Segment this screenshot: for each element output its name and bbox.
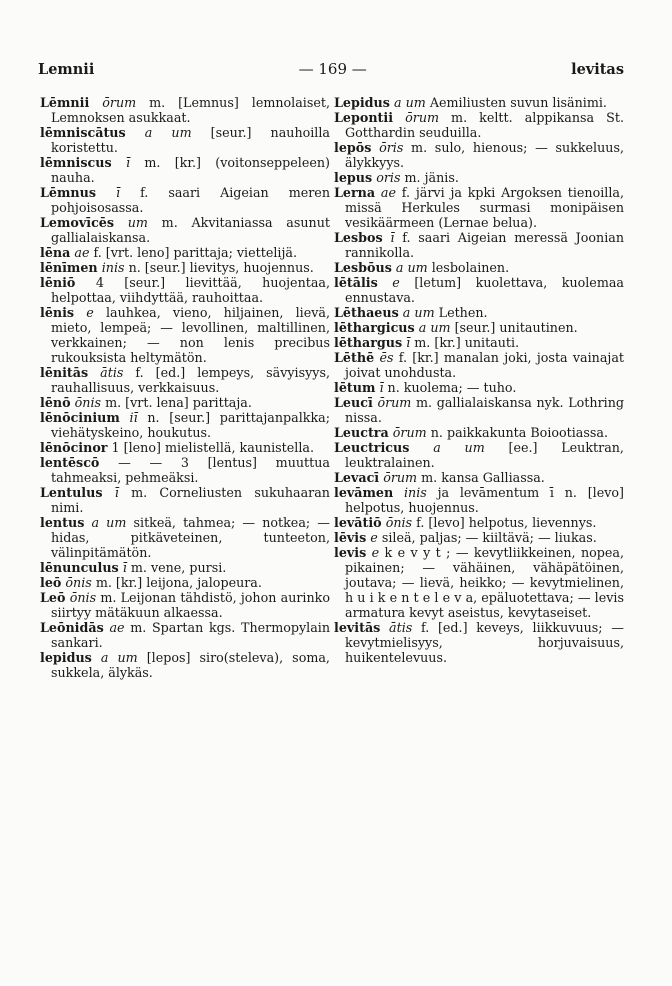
- entry-lemma: Lerna: [334, 185, 376, 200]
- dictionary-entry: [40, 485, 330, 515]
- entry-grammar: a um: [91, 515, 127, 530]
- entry-definition: m. Corneliusten sukuhaaran nimi.: [51, 485, 330, 515]
- entry-lemma: Leōnidās: [40, 620, 104, 635]
- entry-grammar: ī: [390, 230, 395, 245]
- entry-definition: sileä, paljas; — kiiltävä; — liukas.: [377, 530, 597, 545]
- entry-grammar: ōnis: [385, 515, 413, 530]
- entry-lemma: lētālis: [334, 275, 378, 290]
- dictionary-entry: [334, 335, 624, 350]
- entry-grammar: ī: [122, 560, 127, 575]
- dictionary-entry: [40, 305, 330, 365]
- dictionary-entry: [40, 440, 330, 455]
- entry-grammar: ī: [379, 380, 384, 395]
- dictionary-entry: [334, 620, 624, 665]
- entry-definition: f. [vrt. leno] parittaja; viettelijä.: [89, 245, 297, 260]
- entry-grammar: ae: [380, 185, 396, 200]
- dictionary-entry: [334, 305, 624, 320]
- entry-grammar: a um: [393, 95, 426, 110]
- entry-lemma: lēnis: [40, 305, 75, 320]
- entry-definition: lauhkea, vieno, hiljainen, lievä, mieto, lempeä; — levollinen, maltillinen, verkkainen; — non lenis precibus rukouksista heltymätön.: [51, 305, 330, 365]
- entry-grammar: ātis: [100, 365, 124, 380]
- dictionary-entry: [40, 275, 330, 305]
- entry-lemma: levātiō: [334, 515, 382, 530]
- entry-grammar: a um: [418, 320, 451, 335]
- entry-definition: m. [Lemnus] lemnolaiset, Lemnoksen asukkaat.: [51, 95, 330, 125]
- entry-lemma: lepus: [334, 170, 373, 185]
- entry-lemma: Levacī: [334, 470, 380, 485]
- entry-lemma: lēnunculus: [40, 560, 119, 575]
- entry-definition: f. saari Aigeian meressä Joonian rannikolla.: [345, 230, 624, 260]
- entry-lemma: levāmen: [334, 485, 394, 500]
- entry-grammar: ōris: [379, 140, 404, 155]
- entry-definition: m. vene, pursi.: [126, 560, 227, 575]
- entry-lemma: Leō: [40, 590, 66, 605]
- entry-definition: k e v y t ; — kevytliikkeinen, nopea, pikainen; — vähäinen, vähäpätöinen, joutava; — lievä, heikko; — kevytmielinen, h u i k e n t e l e v a, epäluotettava; — levis armatura kevyt aseistus, kevytaseiset.: [345, 545, 624, 620]
- entry-definition: f. [ed.] keveys, liikkuvuus; — kevytmielisyys, horjuvaisuus, huikentelevuus.: [345, 620, 624, 665]
- entry-grammar: a um: [433, 440, 485, 455]
- entry-lemma: leō: [40, 575, 62, 590]
- entry-grammar: ōrum: [102, 95, 137, 110]
- entry-lemma: lēthargicus: [334, 320, 415, 335]
- dictionary-entry: [40, 620, 330, 650]
- dictionary-entry: [40, 515, 330, 560]
- entry-lemma: Lesbōus: [334, 260, 392, 275]
- dictionary-entry: [334, 515, 624, 530]
- entry-definition: m. gallialaiskansa nyk. Lothring nissa.: [345, 395, 624, 425]
- entry-grammar: um: [127, 215, 148, 230]
- entry-definition: n. [seur.] parittajanpalkka; viehätyskeino, houkutus.: [51, 410, 330, 440]
- entry-definition: m. Akvitaniassa asunut gallialaiskansa.: [51, 215, 330, 245]
- dictionary-entry: [40, 260, 330, 275]
- entry-definition: — — 3 [lentus] muuttua tahmeaksi, pehmeäksi.: [51, 455, 330, 485]
- dictionary-entry: [40, 95, 330, 125]
- entry-grammar: iī: [129, 410, 138, 425]
- entry-lemma: lētum: [334, 380, 376, 395]
- entry-lemma: lentus: [40, 515, 85, 530]
- entry-definition: m. jänis.: [400, 170, 459, 185]
- entry-lemma: lentēscō: [40, 455, 100, 470]
- entry-definition: m. Leijonan tähdistö, johon aurinko siirtyy mätäkuun alkaessa.: [51, 590, 330, 620]
- entry-grammar: inis: [404, 485, 427, 500]
- entry-grammar: ōnis: [74, 395, 102, 410]
- dictionary-entry: [334, 425, 624, 440]
- entry-definition: Lethen.: [434, 305, 488, 320]
- page-number: — 169 —: [298, 60, 367, 78]
- entry-definition: lesbolainen.: [427, 260, 510, 275]
- dictionary-entry: [40, 650, 330, 680]
- entry-grammar: ī: [114, 485, 119, 500]
- dictionary-entry: [334, 110, 624, 140]
- entry-grammar: e: [371, 545, 380, 560]
- entry-lemma: lēmniscus: [40, 155, 112, 170]
- entry-lemma: Leuctricus: [334, 440, 410, 455]
- dictionary-entry: [334, 470, 624, 485]
- dictionary-entry: [40, 590, 330, 620]
- entry-definition: m. kansa Galliassa.: [417, 470, 545, 485]
- entry-definition: [seur.] nauhoilla koristettu.: [51, 125, 330, 155]
- entry-grammar: ōrum: [377, 395, 412, 410]
- entry-lemma: Lemovīcēs: [40, 215, 115, 230]
- entry-lemma: lepōs: [334, 140, 372, 155]
- entry-lemma: lēnōcinor: [40, 440, 108, 455]
- entry-lemma: Lepidus: [334, 95, 390, 110]
- entry-lemma: lēnōcinium: [40, 410, 120, 425]
- dictionary-entry: [334, 485, 624, 515]
- dictionary-entry: [334, 545, 624, 620]
- entry-lemma: Lēmnus: [40, 185, 97, 200]
- dictionary-entry: [40, 125, 330, 155]
- entry-definition: 4 [seur.] lievittää, huojentaa, helpottaa, viihdyttää, rauhoittaa.: [51, 275, 330, 305]
- dictionary-entry: [334, 170, 624, 185]
- dictionary-entry: [40, 560, 330, 575]
- entry-definition: m. [kr.] unitauti.: [410, 335, 520, 350]
- entry-grammar: ae: [74, 245, 90, 260]
- entry-grammar: a um: [100, 650, 138, 665]
- entry-grammar: ēs: [379, 350, 394, 365]
- page-header: [38, 60, 624, 82]
- entry-lemma: Leucī: [334, 395, 373, 410]
- entry-lemma: lēvis: [334, 530, 367, 545]
- entry-grammar: a um: [144, 125, 192, 140]
- entry-lemma: lēniō: [40, 275, 76, 290]
- entry-lemma: levitās: [334, 620, 381, 635]
- dictionary-entry: [334, 320, 624, 335]
- dictionary-entry: [40, 185, 330, 215]
- entry-grammar: ōrum: [405, 110, 440, 125]
- entry-grammar: e: [370, 530, 378, 545]
- entry-definition: m. [vrt. lena] parittaja.: [101, 395, 252, 410]
- entry-definition: f. [ed.] lempeys, sävyisyys, rauhallisuus, verkkaisuus.: [51, 365, 330, 395]
- dictionary-columns: [40, 95, 624, 946]
- entry-grammar: ī: [406, 335, 411, 350]
- entry-lemma: lēmniscātus: [40, 125, 126, 140]
- dictionary-entry: [40, 395, 330, 410]
- dictionary-entry: [334, 380, 624, 395]
- entry-grammar: ī: [116, 185, 121, 200]
- entry-grammar: ātis: [389, 620, 413, 635]
- entry-grammar: ae: [109, 620, 125, 635]
- entry-grammar: ōnis: [65, 575, 92, 590]
- entry-lemma: Leuctra: [334, 425, 389, 440]
- entry-grammar: ōrum: [392, 425, 427, 440]
- entry-lemma: lepidus: [40, 650, 92, 665]
- entry-definition: n. [seur.] lievitys, huojennus.: [124, 260, 314, 275]
- entry-grammar: e: [86, 305, 94, 320]
- entry-definition: n. kuolema; — tuho.: [383, 380, 517, 395]
- dictionary-entry: [40, 410, 330, 440]
- dictionary-entry: [40, 155, 330, 185]
- entry-definition: n. paikkakunta Boiootiassa.: [426, 425, 608, 440]
- entry-definition: [lepos] siro(steleva), soma, sukkela, älykäs.: [51, 650, 330, 680]
- entry-grammar: ōnis: [69, 590, 97, 605]
- entry-lemma: Lesbos: [334, 230, 383, 245]
- entry-definition: m. sulo, hienous; — sukkeluus, älykkyys.: [345, 140, 624, 170]
- entry-grammar: ōrum: [383, 470, 418, 485]
- entry-definition: f. saari Aigeian meren pohjoisosassa.: [51, 185, 330, 215]
- entry-lemma: lēnō: [40, 395, 71, 410]
- dictionary-entry: [40, 575, 330, 590]
- dictionary-entry: [334, 95, 624, 110]
- entry-grammar: inis: [101, 260, 125, 275]
- entry-grammar: a um: [395, 260, 428, 275]
- dictionary-entry: [40, 215, 330, 245]
- dictionary-entry: [334, 275, 624, 305]
- left-running-headword: Lemnii: [38, 61, 95, 78]
- entry-definition: 1 [leno] mielistellä, kaunistella.: [107, 440, 315, 455]
- entry-definition: [seur.] unitautinen.: [450, 320, 578, 335]
- entry-lemma: Lentulus: [40, 485, 103, 500]
- dictionary-entry: [334, 530, 624, 545]
- entry-lemma: lēnitās: [40, 365, 89, 380]
- entry-definition: [letum] kuolettava, kuolemaa ennustava.: [345, 275, 624, 305]
- dictionary-entry: [334, 260, 624, 275]
- entry-definition: m. keltt. alppikansa St. Gotthardin seuduilla.: [345, 110, 624, 140]
- right-column: [334, 95, 624, 946]
- entry-definition: f. [kr.] manalan joki, josta vainajat joivat unohdusta.: [345, 350, 624, 380]
- entry-definition: sitkeä, tahmea; — notkea; — hidas, pitkäveteinen, tunteeton, välinpitämätön.: [51, 515, 330, 560]
- entry-lemma: levis: [334, 545, 367, 560]
- dictionary-entry: [40, 245, 330, 260]
- right-running-headword: levitas: [571, 61, 624, 78]
- entry-definition: [ee.] Leuktran, leuktralainen.: [345, 440, 624, 470]
- dictionary-entry: [334, 440, 624, 470]
- entry-grammar: oris: [376, 170, 401, 185]
- entry-grammar: ī: [125, 155, 130, 170]
- dictionary-entry: [334, 230, 624, 260]
- dictionary-entry: [334, 395, 624, 425]
- entry-lemma: lēnīmen: [40, 260, 98, 275]
- entry-lemma: Lepontii: [334, 110, 394, 125]
- dictionary-entry: [40, 455, 330, 485]
- entry-lemma: lēthargus: [334, 335, 403, 350]
- entry-grammar: e: [392, 275, 400, 290]
- entry-lemma: Lēthē: [334, 350, 375, 365]
- entry-definition: ja levāmentum ī n. [levo] helpotus, huojennus.: [345, 485, 624, 515]
- entry-definition: m. [kr.] (voitonseppeleen) nauha.: [51, 155, 330, 185]
- dictionary-entry: [40, 365, 330, 395]
- left-column: [40, 95, 330, 946]
- entry-lemma: Lēmnii: [40, 95, 90, 110]
- dictionary-entry: [334, 185, 624, 230]
- entry-definition: f. [levo] helpotus, lievennys.: [412, 515, 597, 530]
- entry-lemma: lēna: [40, 245, 71, 260]
- entry-definition: m. Spartan kgs. Thermopylain sankari.: [51, 620, 330, 650]
- dictionary-entry: [334, 140, 624, 170]
- entry-definition: Aemiliusten suvun lisänimi.: [425, 95, 607, 110]
- entry-lemma: Lēthaeus: [334, 305, 399, 320]
- dictionary-entry: [334, 350, 624, 380]
- entry-definition: m. [kr.] leijona, jalopeura.: [91, 575, 262, 590]
- entry-grammar: a um: [402, 305, 435, 320]
- entry-definition: f. järvi ja kpki Argoksen tienoilla, missä Herkules surmasi monipäisen vesikäärmeen (Lernae belua).: [345, 185, 624, 230]
